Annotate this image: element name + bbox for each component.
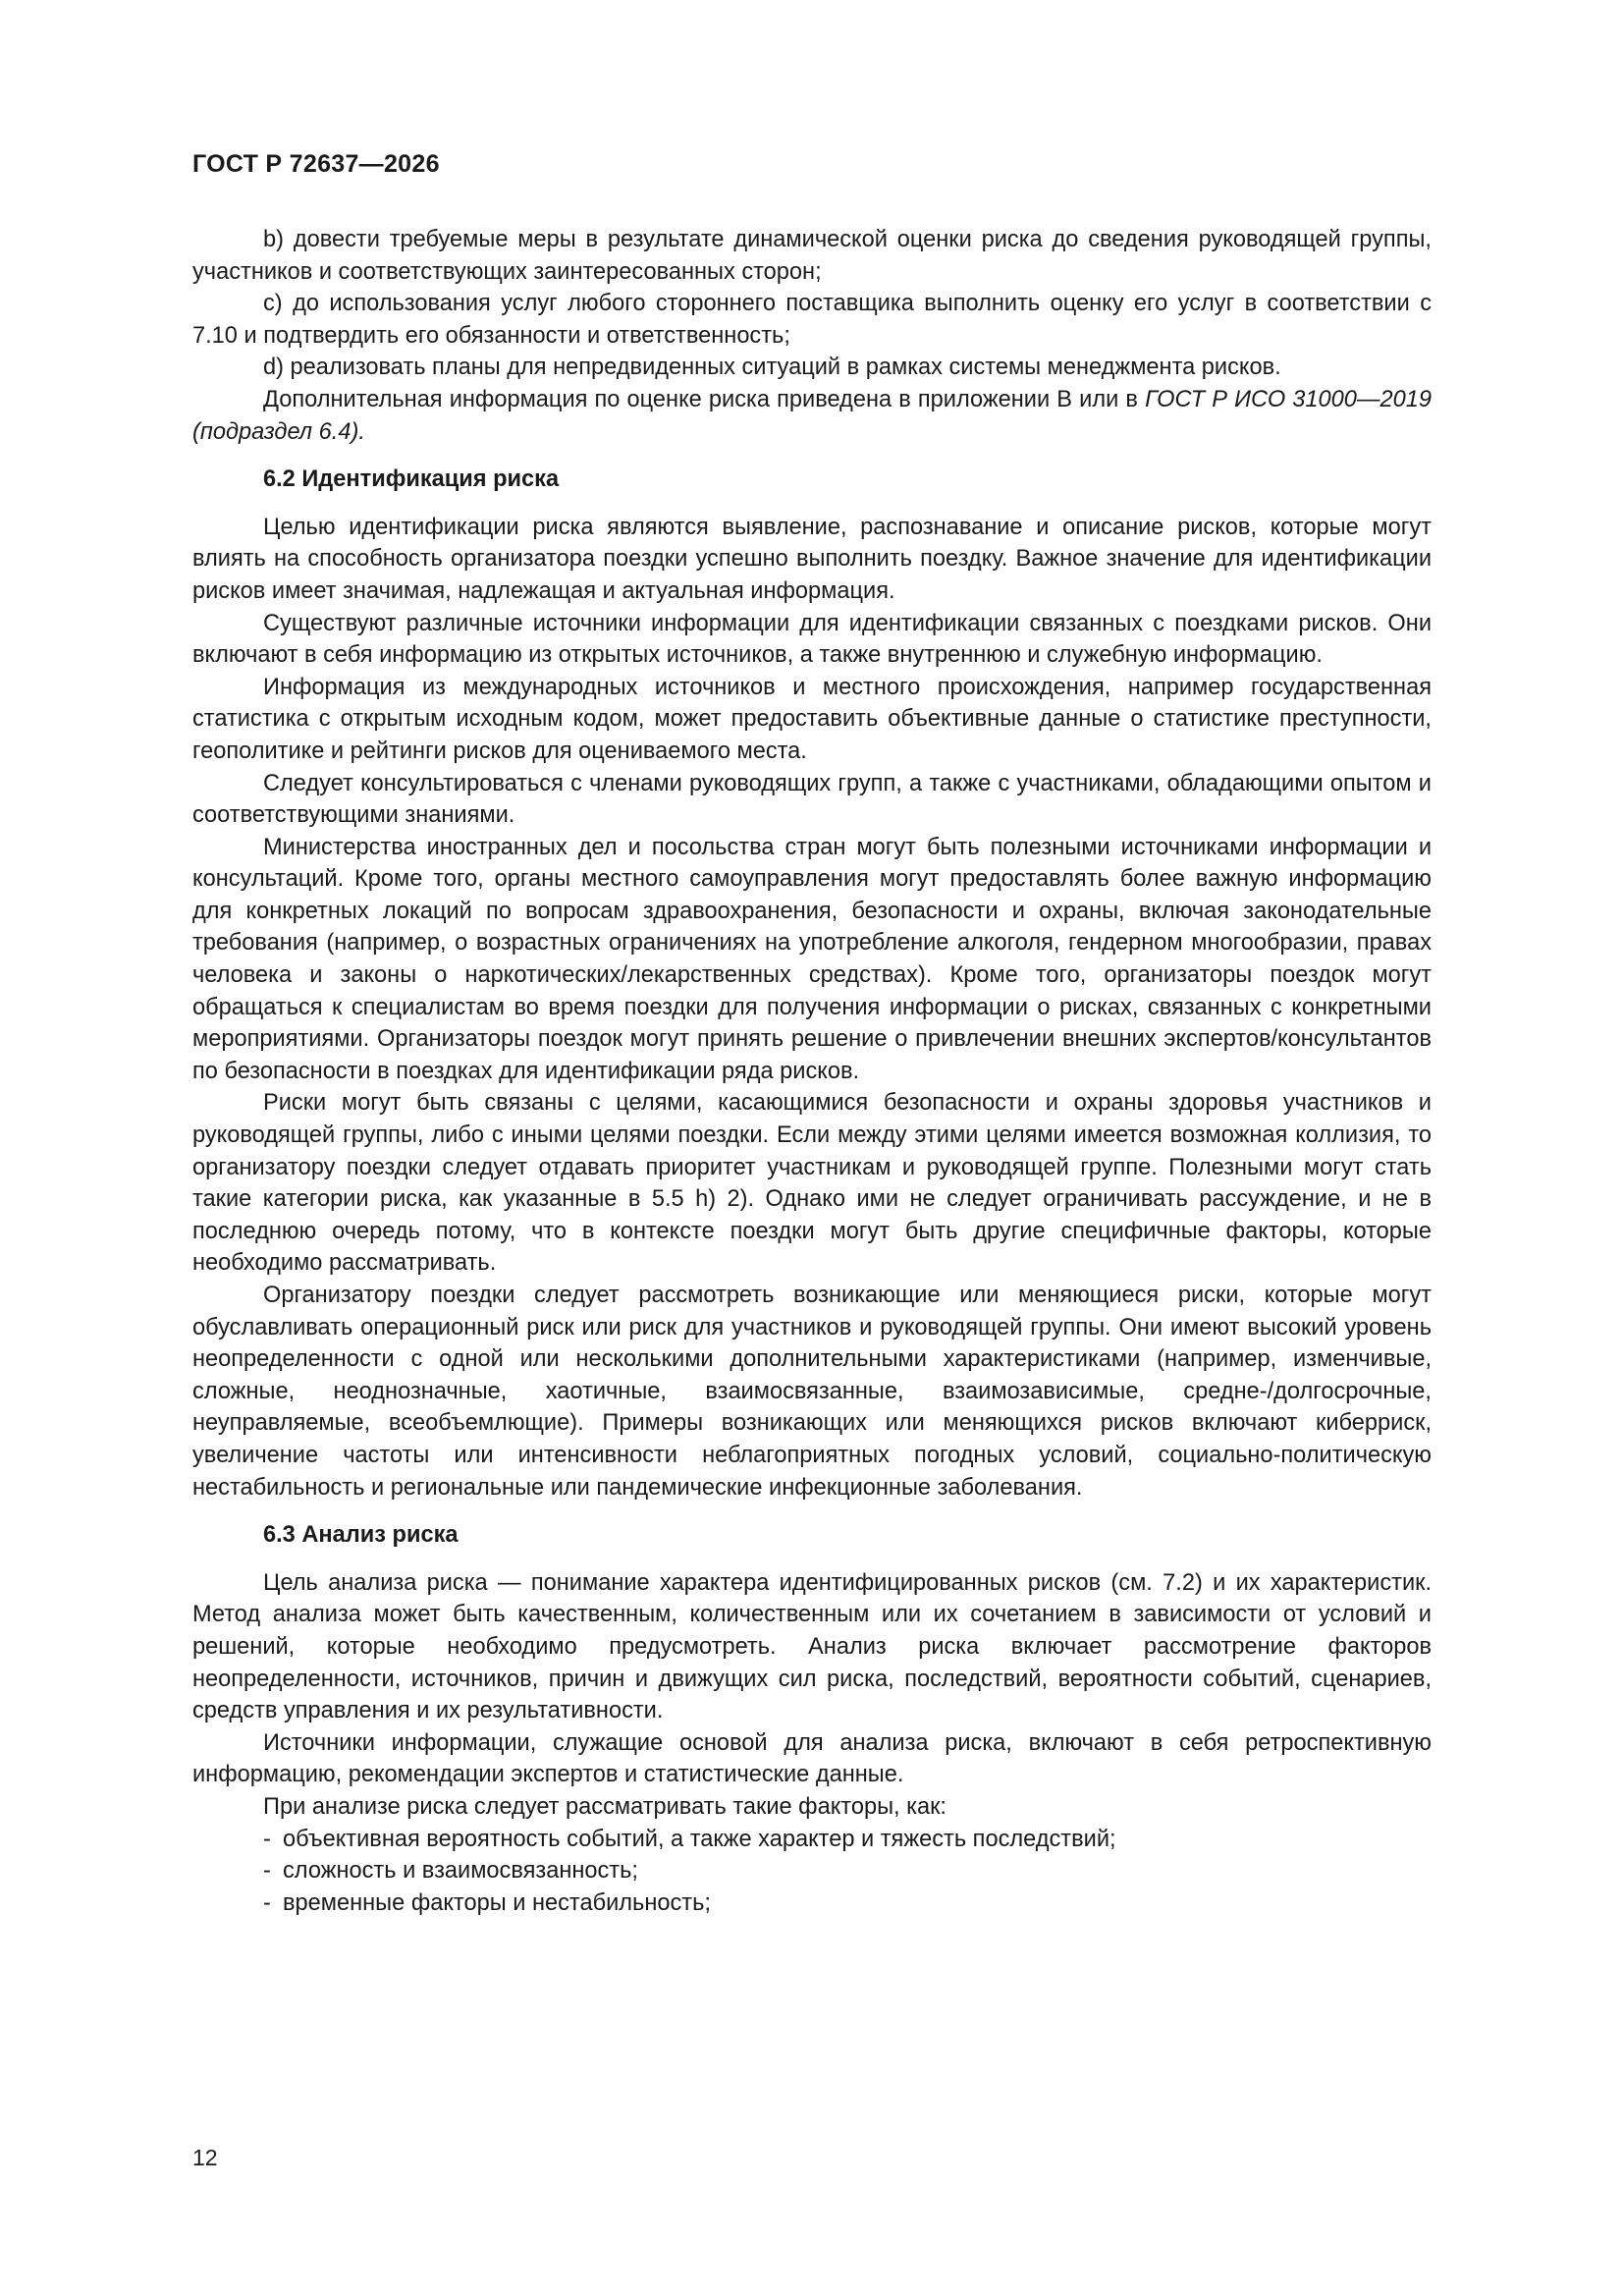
paragraph: Следует консультироваться с членами руководящих групп, а также с участниками, обладающими опытом и соответствующими знаниями. bbox=[192, 770, 1432, 829]
paragraph: Источники информации, служащие основой для анализа риска, включают в себя ретроспективную информацию, рекомендации экспертов и статистические данные. bbox=[192, 1729, 1432, 1788]
section-heading-6-2: 6.2 Идентификация риска bbox=[263, 466, 560, 493]
list-item: - временные факторы и нестабильность; bbox=[263, 1889, 711, 1916]
note-text: Дополнительная информация по оценке риска приведена в приложении В или в bbox=[263, 386, 1146, 412]
additional-info-note bbox=[192, 384, 1432, 448]
page-number: 12 bbox=[192, 2145, 218, 2170]
paragraph: Информация из международных источников и местного происхождения, например государственная статистика с открытым исходным кодом, может предоставить объективные данные о статистике преступности, геополитике и рейтинги рисков для оцениваемого места. bbox=[192, 674, 1432, 764]
document-code-header: ГОСТ Р 72637—2026 bbox=[192, 150, 440, 178]
factors-list bbox=[192, 1824, 1432, 1920]
list-item-b: b) довести требуемые меры в результате динамической оценки риска до сведения руководящей группы, участников и соответствующих заинтересованных сторон; bbox=[192, 227, 1432, 285]
paragraph: Организатору поездки следует рассмотреть возникающие или меняющиеся риски, которые могут обуславливать операционный риск или риск для участников и руководящей группы. Они имеют высокий уровень неопределенности с одной или несколькими дополнительными характеристиками (например, изменчивые, сложные, неоднозначные, хаотичные, взаимосвязанные, взаимозависимые, средне-/долгосрочные, неуправляемые, всеобъемлющие). Примеры возникающих или меняющихся рисков включают киберриск, увеличение частоты или интенсивности неблагоприятных погодных условий, социально-политическую нестабильность и региональные или пандемические инфекционные заболевания. bbox=[192, 1283, 1432, 1501]
list-item-c: c) до использования услуг любого стороннего поставщика выполнить оценку его услуг в соответствии с 7.10 и подтвердить его обязанности и ответственность; bbox=[192, 291, 1432, 349]
paragraph: Риски могут быть связаны с целями, касающимися безопасности и охраны здоровья участников и руководящей группы, либо с иными целями поездки. Если между этими целями имеется возможная коллизия, то организатору поездки следует отдавать приоритет участникам и руководящей группе. Полезными могут стать такие категории риска, как указанные в 5.5 h) 2). Однако ими не следует ограничивать рассуждение, и не в последнюю очередь потому, что в контексте поездки могут быть другие специфичные факторы, которые необходимо рассматривать. bbox=[192, 1090, 1432, 1277]
paragraph: При анализе риска следует рассматривать такие факторы, как: bbox=[263, 1793, 947, 1820]
page-content bbox=[192, 224, 1432, 1919]
paragraph: Министерства иностранных дел и посольства стран могут быть полезными источниками информации и консультаций. Кроме того, органы местного самоуправления могут предоставлять более важную информацию для конкретных локаций по вопросам здравоохранения, безопасности и охраны, включая законодательные требования (например, о возрастных ограничениях на употребление алкоголя, гендерном многообразии, правах человека и законы о наркотических/лекарственных средствах). Кроме того, организаторы поездок могут обращаться к специалистам во время поездки для получения информации о рисках, связанных с конкретными мероприятиями. Организаторы поездок могут принять решение о привлечении внешних экспертов/консультантов по безопасности в поездках для идентификации ряда рисков. bbox=[192, 834, 1432, 1084]
paragraph: Цель анализа риска — понимание характера идентифицированных рисков (см. 7.2) и их характеристик. Метод анализа может быть качественным, количественным или их сочетанием в зависимости от условий и решений, которые необходимо предусмотреть. Анализ риска включает рассмотрение факторов неопределенности, источников, причин и движущих сил риска, последствий, вероятности событий, сценариев, средств управления и их результативности. bbox=[192, 1569, 1432, 1724]
list-item: - сложность и взаимосвязанность; bbox=[263, 1858, 638, 1885]
section-heading-6-3: 6.3 Анализ риска bbox=[263, 1522, 459, 1549]
paragraph: Целью идентификации риска являются выявление, распознавание и описание рисков, которые могут влиять на способность организатора поездки успешно выполнить поездку. Важное значение для идентификации рисков имеет значимая, надлежащая и актуальная информация. bbox=[192, 514, 1432, 604]
paragraph: Существуют различные источники информации для идентификации связанных с поездками рисков. Они включают в себя информацию из открытых источников, а также внутреннюю и служебную информацию. bbox=[192, 610, 1432, 669]
list-item-d: d) реализовать планы для непредвиденных ситуаций в рамках системы менеджмента рисков. bbox=[263, 355, 1281, 381]
list-item: - объективная вероятность событий, а также характер и тяжесть последствий; bbox=[263, 1826, 1116, 1852]
standard-reference: ГОСТ Р ИСО 31000—2019 (подраздел 6.4). bbox=[192, 386, 1432, 445]
